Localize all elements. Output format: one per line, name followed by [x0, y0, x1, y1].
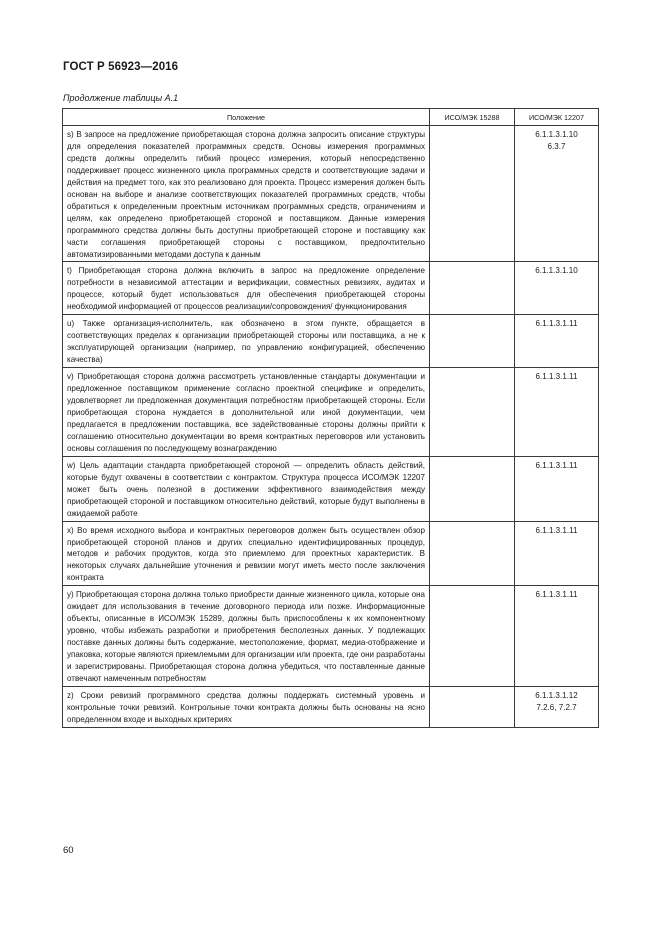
iso12207-reference: 6.1.1.3.1.11: [535, 525, 578, 535]
row-position-text: t) Приобретающая сторона должна включить в запрос на предложение определение потребности в независимой аттестации и верификации, совместных ревизиях, аудитах и процессе, который будет использоваться для обеспечения приобретающей стороны необходимой информацией от процессов реализации/сопровождения/ функционирования: [63, 262, 430, 315]
row-position-text: u) Также организация-исполнитель, как обозначено в этом пункте, обращается в соответствующих пределах к организации приобретающей стороны или поставщика, а не к эксплуатирующей организации (например, по управлению конфигурацией, обеспечению качества): [63, 315, 430, 368]
table-body: [63, 126, 599, 728]
iso12207-reference: 6.1.1.3.1.10: [535, 130, 578, 139]
row-iso12207-cell: [515, 126, 599, 262]
row-position-text: z) Сроки ревизий программного средства должны поддержать системный уровень и контрольные точки ревизий. Контрольные точки контракта должны быть основаны на ясно определенном входе и выходных критериях: [63, 686, 430, 727]
iso12207-reference: 6.3.7: [547, 141, 566, 151]
row-iso12207-cell: [515, 686, 599, 727]
document-header: ГОСТ Р 56923—2016: [63, 61, 179, 73]
table-row: [63, 521, 599, 586]
row-iso15288-cell: [430, 315, 515, 368]
table-row: [63, 368, 599, 457]
requirements-table: [62, 108, 599, 728]
row-iso12207-cell: [515, 315, 599, 368]
column-header-iso15288: ИСО/МЭК 15288: [430, 109, 515, 126]
table-row: [63, 456, 599, 521]
row-position-text: w) Цель адаптации стандарта приобретающей стороной — определить область действий, которые будут охвачены в соответствии с контрактом. Структура процесса ИСО/МЭК 12207 может быть очень полезной в достижении эффективного взаимодействия между приобретающей стороной и поставщиком относительно действий, которые будут выполнены в ожидаемой работе: [63, 456, 430, 521]
row-iso12207-cell: [515, 368, 599, 457]
iso12207-reference: 7.2.6, 7.2.7: [536, 702, 577, 712]
page-number: 60: [63, 845, 74, 856]
row-iso15288-cell: [430, 586, 515, 687]
row-iso15288-cell: [430, 686, 515, 727]
table-row: [63, 126, 599, 262]
iso12207-reference: 6.1.1.3.1.11: [535, 372, 578, 382]
row-iso12207-cell: [515, 456, 599, 521]
table-row: [63, 586, 599, 687]
row-position-text: s) В запросе на предложение приобретающая сторона должна запросить описание структуры для определения показателей программных средств. Основы измерения программных средств должны определить гибкий процесс измерения, который непосредственно поддерживает процесс жизненного цикла программных средств и соответствующие задачи и действия на предмет того, как это реализовано для проекта. Процесс измерения должен быть основан на выборе и анализе соответствующих показателей программных средств, чтобы обратиться к определенным проектным источникам программных средств, ограничениям и целям, как определено приобретающей стороной и поставщиком. Данные измерения программного средства должны быть доступны приобретающей стороне и поставщику как части соглашения приобретающей стороны с поставщиком, предпочтительно автоматизированными методами доступа к данным: [63, 126, 430, 262]
row-iso12207-cell: [515, 586, 599, 687]
row-position-text: v) Приобретающая сторона должна рассмотреть установленные стандарты документации и предложенное поставщиком применение согласно проектной специфике и определить, удовлетворяет ли предложенная документация потребностям приобретающей стороны. Если приобретающая сторона нуждается в дополнительной или иной документации, чем предлагается в предложении поставщика, все задействованные стороны должны прийти к соглашению относительно документации во время контрактных переговоров или установить основы соглашения по последующему вознаграждению: [63, 368, 430, 457]
row-iso12207-cell: [515, 262, 599, 315]
row-iso15288-cell: [430, 126, 515, 262]
iso12207-reference: 6.1.1.3.1.11: [535, 319, 578, 329]
row-iso15288-cell: [430, 368, 515, 457]
row-position-text: y) Приобретающая сторона должна только приобрести данные жизненного цикла, которые она ожидает для использования в течение договорного периода или позже. Информационные объекты, описанные в ИСО/МЭК 15289, должны быть приспособлены к их компонентному уровню, чтобы избежать разработки и приобретения бесполезных данных. У подлежащих поставке данных должны быть содержание, местоположение, формат, медиа-отображение и упаковка, которые являются приемлемыми для организации или проекта, где они разработаны и зарегистрированы. Приобретающая сторона должна убедиться, что поставленные данные отвечают намеченным потребностям: [63, 586, 430, 687]
table-row: [63, 686, 599, 727]
row-position-text: x) Во время исходного выбора и контрактных переговоров должен быть осуществлен обзор приобретающей стороной планов и других специально идентифицированных процедур, методов и рабочих продуктов, когда это приемлемо для проектных характеристик. В некоторых случаях дальнейшие уточнения и ревизии могут иметь место после заключения контракта: [63, 521, 430, 586]
column-header-iso12207: ИСО/МЭК 12207: [515, 109, 599, 126]
row-iso12207-cell: [515, 521, 599, 586]
row-iso15288-cell: [430, 521, 515, 586]
table-row: [63, 262, 599, 315]
row-iso15288-cell: [430, 456, 515, 521]
table-row: [63, 315, 599, 368]
table-caption: Продолжение таблицы А.1: [63, 93, 179, 103]
iso12207-reference: 6.1.1.3.1.12: [535, 690, 578, 700]
iso12207-reference: 6.1.1.3.1.11: [535, 460, 578, 470]
table-header-row: [63, 109, 599, 126]
row-iso15288-cell: [430, 262, 515, 315]
column-header-position: Положение: [63, 109, 430, 126]
iso12207-reference: 6.1.1.3.1.11: [535, 590, 578, 600]
iso12207-reference: 6.1.1.3.1.10: [535, 266, 578, 276]
